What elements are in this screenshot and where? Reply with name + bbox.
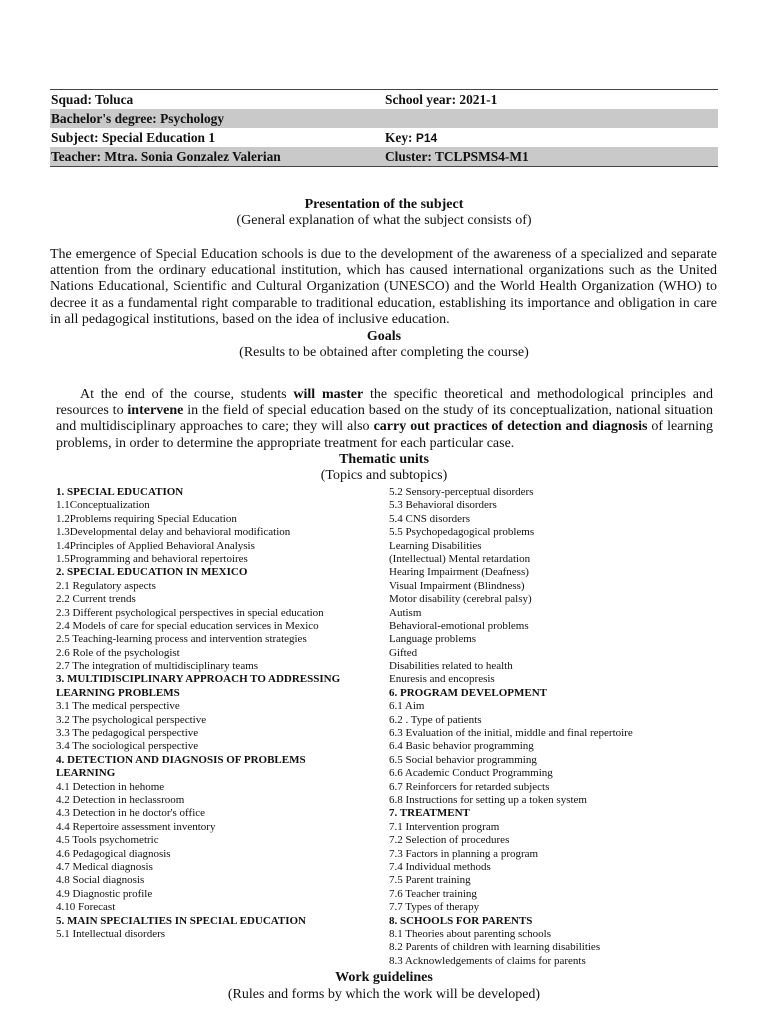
list-item: 4.7 Medical diagnosis [56, 860, 153, 873]
teacher: Teacher: Mtra. Sonia Gonzalez Valerian [51, 149, 281, 164]
list-item: 1.3Developmental delay and behavioral modification [56, 526, 291, 539]
list-item: Enuresis and encopresis [389, 673, 495, 686]
list-item: Learning Disabilities [389, 539, 482, 552]
thematic-right-column [389, 486, 719, 968]
list-item: 3.2 The psychological perspective [56, 713, 207, 726]
work-subtitle: (Rules and forms by which the work will be developed) [227, 987, 541, 1002]
list-item: Autism [389, 606, 422, 619]
presentation-subtitle: (General explanation of what the subject consists of) [236, 213, 532, 228]
unit-heading: 6. PROGRAM DEVELOPMENT [389, 686, 547, 699]
unit-heading: LEARNING PROBLEMS [56, 686, 180, 699]
key [385, 128, 718, 147]
list-item: 8.1 Theories about parenting schools [389, 927, 552, 940]
list-item: Behavioral-emotional problems [389, 619, 529, 632]
unit-heading: 5. MAIN SPECIALTIES IN SPECIAL EDUCATION [56, 914, 307, 927]
goals-subtitle: (Results to be obtained after completing the course) [239, 345, 529, 360]
list-item: 1.4Principles of Applied Behavioral Analysis [56, 539, 255, 552]
unit-heading: 1. SPECIAL EDUCATION [56, 486, 184, 498]
list-item: 8.3 Acknowledgements of claims for parents [389, 954, 586, 967]
list-item: 6.4 Basic behavior programming [389, 740, 534, 753]
list-item: 3.4 The sociological perspective [56, 740, 199, 753]
unit-heading: 8. SCHOOLS FOR PARENTS [389, 914, 533, 927]
list-item: 1.5Programming and behavioral repertoires [56, 552, 248, 565]
goals-body: At the end of the course, students will master the specific theoretical and methodological principles and resources to intervene in the field of special education based on the study of its conceptualization, national situation and multidisciplinary approaches to care; they will also carry out practices of detection and diagnosis of learning problems, in order to determine the appropriate treatment for each particular case. [56, 387, 714, 451]
squad: Squad: Toluca [51, 92, 134, 107]
list-item: 4.4 Repertoire assessment inventory [56, 820, 216, 833]
list-item: 6.1 Aim [389, 700, 425, 713]
list-item: Language problems [389, 633, 477, 646]
list-item: 4.8 Social diagnosis [56, 874, 145, 887]
list-item: 1.2Problems requiring Special Education [56, 512, 237, 525]
degree: Bachelor's degree: Psychology [51, 111, 225, 126]
thematic-title: Thematic units [339, 452, 429, 467]
list-item: Disabilities related to health [389, 660, 513, 673]
list-item: 5.4 CNS disorders [389, 512, 470, 525]
list-item: 8.2 Parents of children with learning disabilities [389, 941, 601, 954]
unit-heading: LEARNING [56, 767, 116, 780]
goals-emphasis-1: will master [293, 387, 364, 402]
subject: Subject: Special Education 1 [51, 130, 216, 145]
list-item: 5.3 Behavioral disorders [389, 499, 497, 512]
header-row-3 [50, 128, 718, 147]
header-row-4 [50, 147, 718, 166]
list-item: 2.4 Models of care for special education services in Mexico [56, 619, 319, 632]
list-item: 4.2 Detection in heclassroom [56, 793, 185, 806]
list-item: 2.7 The integration of multidisciplinary teams [56, 660, 259, 673]
thematic-left-column [56, 486, 376, 941]
list-item: Motor disability (cerebral palsy) [389, 593, 532, 606]
list-item: 6.5 Social behavior programming [389, 753, 537, 766]
list-item: 7.1 Intervention program [389, 820, 500, 833]
list-item: 6.3 Evaluation of the initial, middle and final repertoire [389, 727, 633, 740]
list-item: 4.5 Tools psychometric [56, 834, 159, 847]
header-row-1 [50, 90, 718, 109]
list-item: 5.1 Intellectual disorders [56, 927, 166, 940]
list-item: 7.6 Teacher training [389, 887, 477, 900]
list-item: 2.6 Role of the psychologist [56, 646, 180, 659]
list-item: 2.1 Regulatory aspects [56, 579, 156, 592]
list-item: 6.8 Instructions for setting up a token system [389, 793, 587, 806]
thematic-subtitle: (Topics and subtopics) [320, 468, 448, 483]
goals-emphasis-2: intervene [127, 403, 184, 419]
list-item: 2.2 Current trends [56, 593, 136, 606]
school-year: School year: 2021-1 [385, 92, 498, 107]
list-item: 5.2 Sensory-perceptual disorders [389, 486, 534, 498]
key-value: P14 [415, 131, 438, 145]
list-item: 3.3 The pedagogical perspective [56, 727, 199, 740]
list-item: 7.5 Parent training [389, 874, 471, 887]
list-item: 2.5 Teaching-learning process and intervention strategies [56, 633, 307, 646]
list-item: 5.5 Psychopedagogical problems [389, 526, 535, 539]
list-item: 4.6 Pedagogical diagnosis [56, 847, 171, 860]
list-item: 4.3 Detection in he doctor's office [56, 807, 206, 820]
goals-emphasis-3: carry out practices of detection and diagnosis [373, 419, 648, 435]
header-table [50, 89, 718, 167]
list-item: 4.9 Diagnostic profile [56, 887, 153, 900]
list-item: 1.1Conceptualization [56, 499, 150, 512]
list-item: 6.7 Reinforcers for retarded subjects [389, 780, 550, 793]
list-item: 2.3 Different psychological perspectives in special education [56, 606, 324, 619]
list-item: 4.1 Detection in hehome [56, 780, 165, 793]
list-item: 3.1 The medical perspective [56, 700, 180, 713]
list-item: Gifted [389, 646, 418, 659]
list-item: 6.2 . Type of patients [389, 713, 482, 726]
list-item: 6.6 Academic Conduct Programming [389, 767, 553, 780]
cluster: Cluster: TCLPSMS4-M1 [385, 149, 529, 164]
list-item: 7.4 Individual methods [389, 860, 491, 873]
list-item: 7.7 Types of therapy [389, 901, 480, 914]
list-item: Hearing Impairment (Deafness) [389, 566, 529, 579]
goals-title: Goals [366, 329, 402, 344]
list-item: (Intellectual) Mental retardation [389, 552, 531, 565]
key-label: Key: [385, 130, 413, 145]
presentation-body: The emergence of Special Education schools is due to the development of the awareness of a specialized and separate attention from the ordinary educational institution, which has caused international organizations such as the United Nations Educational, Scientific and Cultural Organization (UNESCO) and the World Health Organization (WHO) to decree it as a fundamental right comparable to traditional education, establishing its importance and obligation in care in all pedagogical institutions, based on the idea of inclusive education. [50, 247, 717, 327]
list-item: 7.3 Factors in planning a program [389, 847, 539, 860]
work-title: Work guidelines [335, 970, 433, 985]
unit-heading: 4. DETECTION AND DIAGNOSIS OF PROBLEMS [56, 753, 306, 766]
header-row-2 [50, 109, 718, 128]
list-item: 7.2 Selection of procedures [389, 834, 510, 847]
unit-heading: 2. SPECIAL EDUCATION IN MEXICO [56, 566, 248, 579]
list-item: 4.10 Forecast [56, 901, 116, 914]
unit-heading: 3. MULTIDISCIPLINARY APPROACH TO ADDRESSING [56, 673, 341, 686]
unit-heading: 7. TREATMENT [389, 807, 470, 820]
presentation-title: Presentation of the subject [304, 197, 464, 212]
list-item: Visual Impairment (Blindness) [389, 579, 525, 592]
